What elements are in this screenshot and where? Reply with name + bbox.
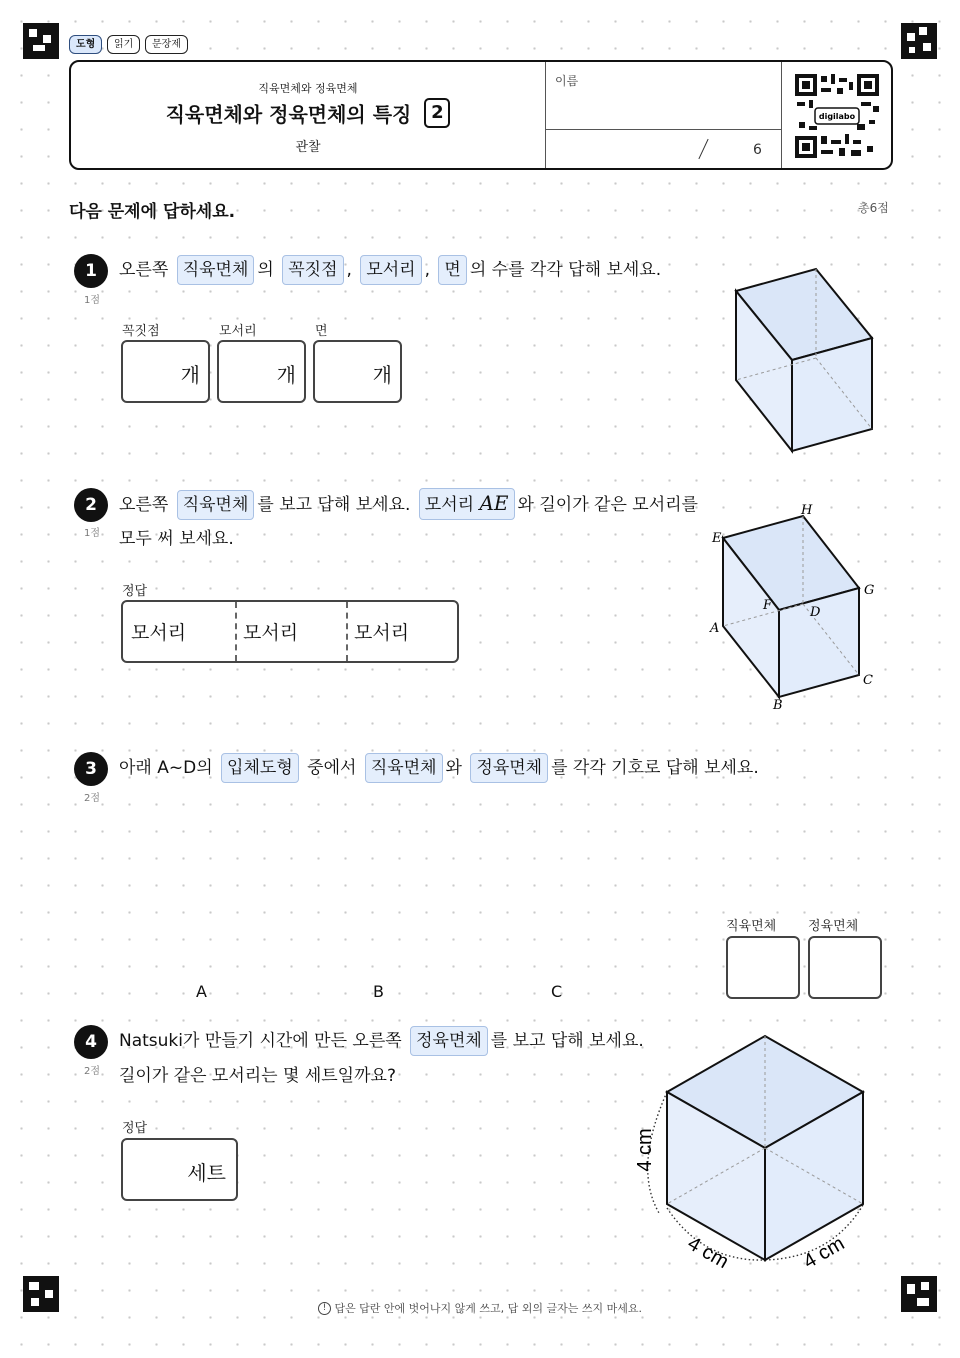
total-points: 총6점 xyxy=(858,201,889,215)
name-field[interactable] xyxy=(547,90,779,128)
qr-label: digilabo xyxy=(818,112,856,121)
keyword-cuboid: 직육면체 xyxy=(177,255,255,285)
worksheet-title-row xyxy=(71,98,545,128)
answer-label-edges: 모서리 xyxy=(219,324,257,339)
worksheet-title: 직육면체와 정육면체의 특징 xyxy=(165,102,412,127)
answer-label-vertices: 꼭짓점 xyxy=(122,324,160,339)
vertex-label-b: B xyxy=(773,698,783,713)
question-4-points: 2점 xyxy=(84,1066,101,1077)
question-number-3: 3 xyxy=(74,752,108,786)
answer-label-faces: 면 xyxy=(315,324,328,339)
answer-label: 정답 xyxy=(122,1121,148,1136)
question-number-1: 1 xyxy=(74,254,108,288)
dimension-label-height: 4 cm xyxy=(634,1128,656,1172)
worksheet-category: 관찰 xyxy=(295,140,321,155)
keyword-cuboid: 직육면체 xyxy=(177,490,255,520)
question-2-text-line2: 모두 써 보세요. xyxy=(119,529,234,549)
option-a-label: A xyxy=(196,982,207,1001)
answer-box-vertices[interactable] xyxy=(121,340,210,403)
unit-label: 개 xyxy=(372,363,392,387)
vertex-label-a: A xyxy=(710,621,720,636)
answer-box-sets[interactable] xyxy=(121,1138,238,1201)
keyword-vertex: 꼭짓점 xyxy=(282,255,343,285)
vertex-label-f: F xyxy=(763,598,773,613)
unit-label: 세트 xyxy=(187,1161,226,1185)
question-number-2: 2 xyxy=(74,488,108,522)
corner-marker-top-left xyxy=(23,23,59,59)
question-2-text: 오른쪽 직육면체 를 보고 답해 보세요. 모서리 AE 와 길이가 같은 모서리를 xyxy=(119,488,698,521)
vertex-label-e: E xyxy=(712,531,722,546)
question-3-points: 2점 xyxy=(84,793,101,804)
answer-box-cuboid[interactable] xyxy=(726,936,800,999)
option-b-label: B xyxy=(373,982,384,1001)
cuboid-figure-labeled xyxy=(700,498,890,718)
vertex-label-d: D xyxy=(810,605,821,620)
name-label: 이름 xyxy=(555,74,579,88)
vertex-label-c: C xyxy=(863,673,873,688)
keyword-cuboid: 직육면체 xyxy=(365,753,443,783)
unit-label: 개 xyxy=(180,363,200,387)
score-slash xyxy=(698,139,708,159)
tag-reading: 읽기 xyxy=(107,35,140,54)
answer-box-edges[interactable] xyxy=(217,340,306,403)
worksheet-number: 2 xyxy=(424,98,450,128)
question-4-text-line2: 길이가 같은 모서리는 몇 세트일까요? xyxy=(119,1066,396,1086)
question-2-points: 1점 xyxy=(84,528,101,539)
keyword-edge-ae: 모서리 AE xyxy=(419,488,515,520)
keyword-cube: 정육면체 xyxy=(470,753,548,783)
keyword-cube: 정육면체 xyxy=(410,1026,488,1056)
answer-box-edges-ae[interactable] xyxy=(121,600,459,663)
edge-cell-3[interactable]: 모서리 xyxy=(354,622,410,644)
answer-label-cube: 정육면체 xyxy=(808,919,859,934)
cuboid-figure-1 xyxy=(725,262,885,462)
question-3-text: 아래 A~D의 입체도형 중에서 직육면체 와 정육면체 를 각각 기호로 답해 보세요. xyxy=(119,752,759,784)
answer-box-cube[interactable] xyxy=(808,936,882,999)
dimension-label-width: 4 cm xyxy=(799,1232,849,1274)
tag-word-problem: 문장제 xyxy=(145,35,188,54)
footer-text: 답은 답란 안에 벗어나지 않게 쓰고, 답 외의 글자는 쓰지 마세요. xyxy=(334,1302,643,1315)
warning-icon: ! xyxy=(318,1302,331,1315)
score-total: 6 xyxy=(753,142,762,158)
qr-code xyxy=(795,74,879,158)
header-box xyxy=(69,60,893,170)
keyword-face: 면 xyxy=(438,255,466,285)
worksheet-subtitle: 직육면체와 정육면체 xyxy=(258,82,358,95)
question-1-points: 1점 xyxy=(84,295,101,306)
answer-box-faces[interactable] xyxy=(313,340,402,403)
question-1-text: 오른쪽 직육면체 의 꼭짓점 , 모서리 , 면 의 수를 각각 답해 보세요. xyxy=(119,254,661,286)
cube-figure xyxy=(625,1030,880,1275)
answer-label: 정답 xyxy=(122,584,148,599)
question-4-text: Natsuki가 만들기 시간에 만든 오른쪽 정육면체 를 보고 답해 보세요. xyxy=(119,1025,644,1057)
instructions: 다음 문제에 답하세요. xyxy=(69,202,236,222)
keyword-solid-figure: 입체도형 xyxy=(221,753,299,783)
footer-note xyxy=(0,1300,960,1316)
vertex-label-g: G xyxy=(864,583,875,598)
dimension-label-depth: 4 cm xyxy=(683,1232,733,1274)
tag-shape: 도형 xyxy=(69,35,102,54)
unit-label: 개 xyxy=(276,363,296,387)
edge-cell-1[interactable]: 모서리 xyxy=(131,622,187,644)
keyword-edge: 모서리 xyxy=(360,255,421,285)
option-c-label: C xyxy=(551,982,563,1001)
edge-cell-2[interactable]: 모서리 xyxy=(243,622,299,644)
answer-label-cuboid: 직육면체 xyxy=(726,919,777,934)
corner-marker-top-right xyxy=(901,23,937,59)
vertex-label-h: H xyxy=(801,503,813,518)
question-number-4: 4 xyxy=(74,1025,108,1059)
